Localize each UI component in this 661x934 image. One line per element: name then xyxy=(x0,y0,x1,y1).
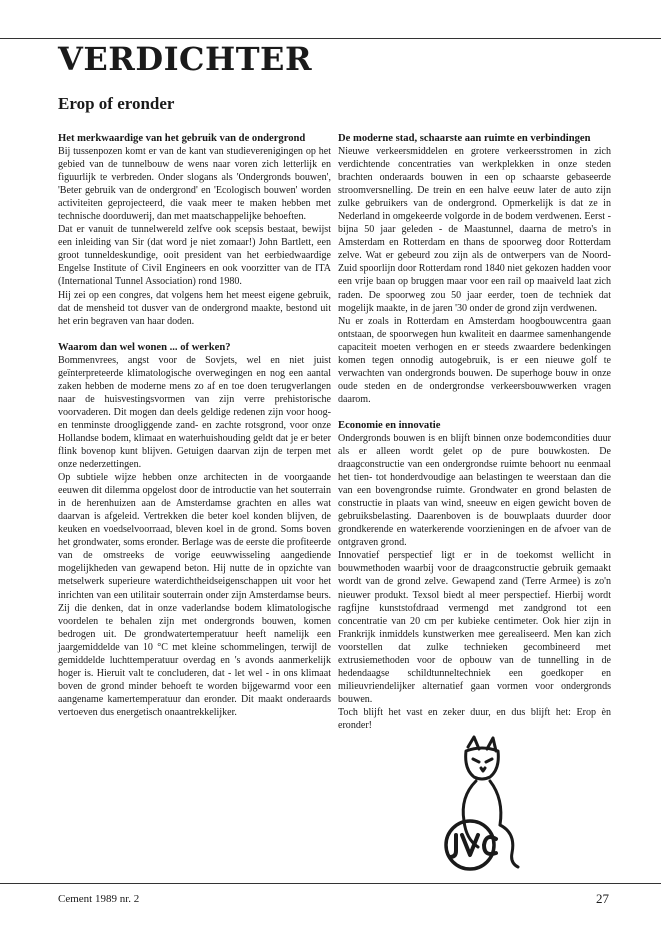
paragraph: Bommenvrees, angst voor de Sovjets, wel en niet juist geïnterpreteerde klimatologische overwegingen en nog een aantal zaken hebben de moderne mens zo af en toe doen terugverlangen naar de huisvestingsvormen van zijn verre prehistorische voorvaderen. Dit mogen dan deels geldige redenen zijn voor hoog- en tenminste droogliggende zand- en zachte rotsgrond, voor onze Hollandse bodem, klimaat en waterhuishouding geldt dat je er beter flink bovenop kunt blijven. Getuigen daarvan zijn de terpen met onze nederzettingen. xyxy=(58,354,331,471)
paragraph: Dat er vanuit de tunnelwereld zelfve ook scepsis bestaat, bewijst een inleiding van Sir (dat word je niet zomaar!) John Bartlett, een groot tunneldeskundige, ooit president van het eerbiedwaardige Engelse Institute of Civil Engineers en ook voorzitter van de ITA (International Tunnel Association) rond 1980. xyxy=(58,224,331,288)
page-title: VERDICHTER xyxy=(58,40,313,78)
section-heading-wonen: Waarom dan wel wonen ... of werken? xyxy=(58,341,231,353)
paragraph: Bij tussenpozen komt er van de kant van studieverenigingen op het gebied van de tunnelbouw de wens naar voren zich letterlijk en figuurlijk te verbreden. Onder slogans als 'Ondergronds bouwen', 'Beter gebruik van de ondergrond' en 'Ecologisch bouwen' worden activiteiten geprojecteerd, die vaak meer te maken hebben met technische doorduwerij, dan met maatschappelijke behoeften. xyxy=(58,146,331,223)
section-heading-moderne-stad: De moderne stad, schaarste aan ruimte en verbindingen xyxy=(338,133,591,144)
right-column xyxy=(338,132,611,732)
paragraph: Innovatief perspectief ligt er in de toekomst wellicht in bouwmethoden waarbij voor de draagconstructie gebruik gemaakt wordt van de grond zelve. Gewapend zand (Terre Armee) is zo'n nieuwer produkt. Texsol biedt al meer perspectief. Hierbij wordt ragfijne kunststofdraad vermengd met zandgrond tot een concentratie van 20 cm per kubieke centimeter. Ook hier zijn in Frankrijk inmiddels kunstwerken mee gerealiseerd. Men kan zich voorstellen dat zulke technieken gecombineerd met extrusiemethoden voor de opbouw van de tunnelling in de hedendaagse schildtunneltechniek een goedkoper en milieuvriendelijker alternatief gaan vormen voor ondergronds bouwen. xyxy=(338,550,611,705)
page-number: 27 xyxy=(596,891,609,906)
paragraph: Nu er zoals in Rotterdam en Amsterdam hoogbouwcentra gaan ontstaan, de spoorwegen hun kwaliteit en daarmee samenhangende capaciteit moeten verhogen en er steeds zwaardere bedenkingen komen tegen onnodig autogebruik, is er een nieuwe golf te verwachten van ondergronds bouwen. De superhoge bouw in onze oude steden en de ondergrondse verkeersbouwwerken vragen daarom. xyxy=(338,315,611,405)
paragraph: Hij zei op een congres, dat volgens hem het meest eigene gebruik, dat de mensheid tot dusver van de ondergrond maakte, bestond uit het erin begraven van haar doden. xyxy=(58,289,331,327)
paragraph: Op subtiele wijze hebben onze architecten in de voorgaande eeuwen dit dilemma opgelost door de introductie van het souterrain in de herenhuizen aan de Amsterdamse grachten en alles wat daarvan is afgeleid. Vertrekken die beter koel konden blijven, de keuken en voedselvoorraad, bleven koel in de grond. Soms boven het grondwater, soms eronder. Berlage was de eerste die profiteerde van de omstreeks de vorige eeuwwisseling aangediende mogelijkheden van gewapend beton. Hij nutte de in opzichte van metselwerk superieure waterdichtheidseigenschappen uit voor het inrichten van een utilitair souterrain onder zijn Amsterdamse beurs. Zij die denken, dat in onze vaderlandse bodem klimatologische voordelen te behalen zijn met ondergronds bouwen, komen bedrogen uit. De grondwatertemperatuur heeft namelijk een jaargemiddelde van 10 °C met kleine schommelingen, terwijl de gemiddelde luchttemperatuur overdag en 's avonds aanmerkelijk hoger is. Hieruit valt te concluderen, dat - let wel - in ons klimaat boven de grond minder behoeft te worden bijgewarmd voor een aangename kamertemperatuur dan eronder. Dit maakt onderaards vertoeven dus energetisch onaantrekkelijker. xyxy=(58,472,331,718)
cat-logo-icon xyxy=(430,735,525,880)
left-column xyxy=(58,132,331,719)
section-heading-gebruik: Het merkwaardige van het gebruik van de ondergrond xyxy=(58,133,306,144)
page-subtitle: Erop of eronder xyxy=(58,94,175,113)
publication-info: Cement 1989 nr. 2 xyxy=(58,893,140,905)
paragraph: Ondergronds bouwen is en blijft binnen onze bodemcondities duur als er alleen wordt gelet op de pure bouwkosten. De draagconstructie van een ondergrondse ruimte behoort nu eenmaal het tien- tot honderdvoudige aan belastingen te weerstaan dan die van een bovengrondse ruimte. Grondwater en grond belasten de constructie in plaats van wind, sneeuw en eigen gewicht boven de gebruiksbelasting. Daarenboven is de bouwplaats duurder door grondkerende en waterkerende voorzieningen en de afvoer van de ontgraven grond. xyxy=(338,432,611,549)
bottom-rule xyxy=(0,883,661,884)
section-heading-economie: Economie en innovatie xyxy=(338,419,441,431)
paragraph: Nieuwe verkeersmiddelen en grotere verkeersstromen in zich verdichtende concentraties van werkplekken in onze steden brachten onderaards bouwen in een op schaarste gebaseerde stroomversnelling. De trein en een halve eeuw later de auto zijn zulke gebruikers van de ondergrond. Opmerkelijk is dat ze in Nederland in omgekeerde volgorde in de bodem verdwenen. Eerst - bijna 50 jaar geleden - de Maastunnel, daarna de metro's in Amsterdam en Rotterdam en thans de spoorweg door Rotterdam zelve. Wat er gebeurd zou zijn als de ontwerpers van de Noord-Zuid spoorlijn door Rotterdam rond 1840 niet gekozen hadden voor een vrije baan op bruggen maar voor een rail op maaiveld laat zich raden. De spoorweg zou 50 jaar eerder, toen de techniek dat mogelijk maakte, in de jaren '30 onder de grond zijn verdwenen. xyxy=(338,146,611,314)
paragraph: Toch blijft het vast en zeker duur, en dus blijft het: Erop èn eronder! xyxy=(338,706,611,731)
top-rule xyxy=(0,38,661,39)
